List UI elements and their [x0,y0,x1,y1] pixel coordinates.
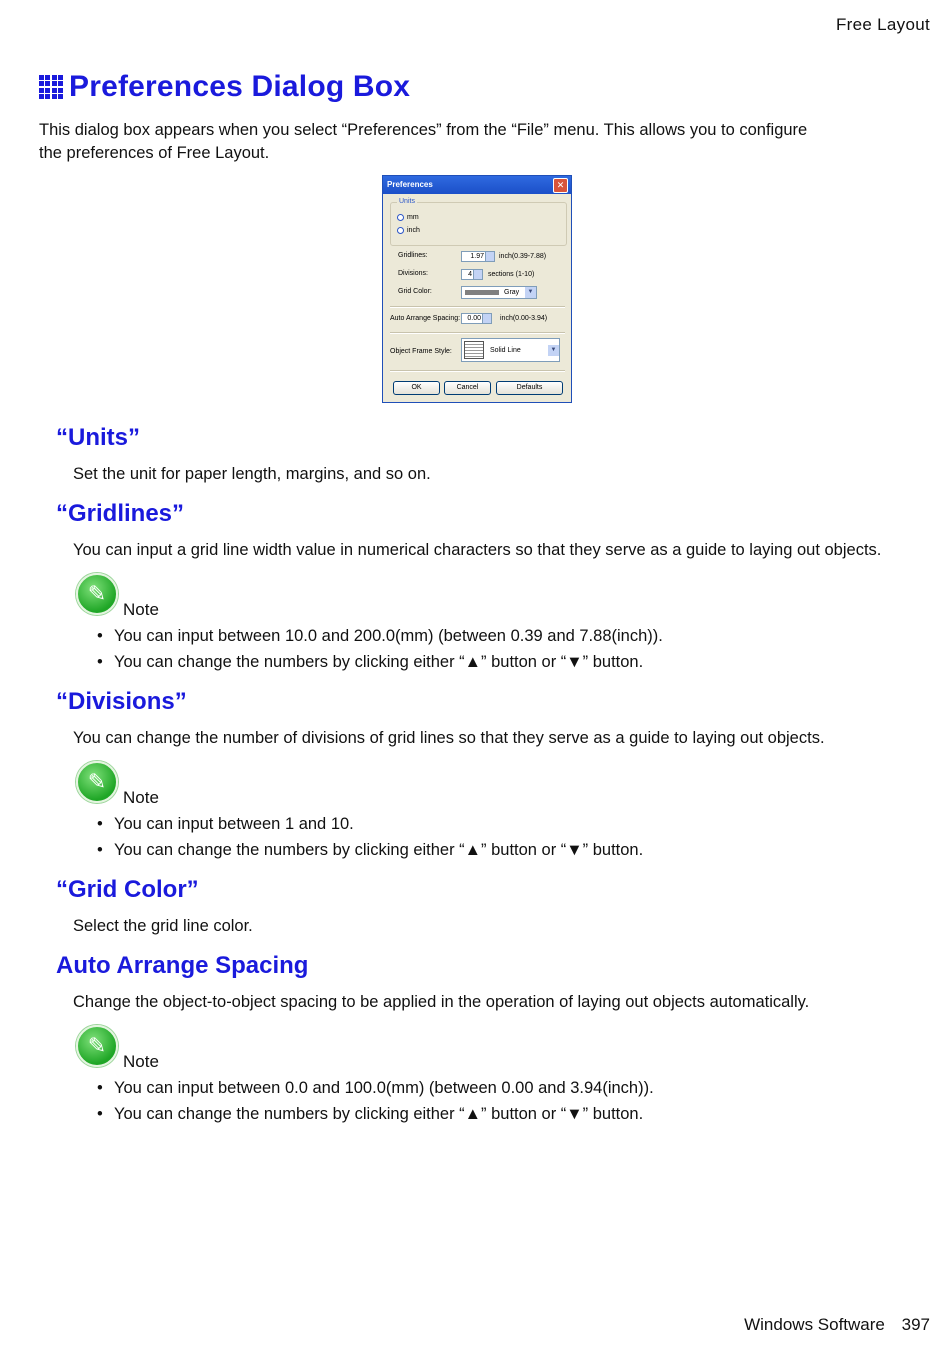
spacing-label: Auto Arrange Spacing: [390,315,461,322]
page-title-row [39,70,410,104]
gridcolor-combo [461,286,537,299]
units-text: Set the unit for paper length, margins, and so on. [73,465,431,483]
divisions-heading: “Divisions” [56,688,187,715]
list-item: • You can change the numbers by clicking either “▲” button or “▼” button. [114,649,663,675]
divisions-note-list [114,811,643,863]
list-item: • You can change the numbers by clicking either “▲” button or “▼” button. [114,837,643,863]
defaults-button: Defaults [496,381,563,395]
divider [390,370,565,372]
gridlines-heading: “Gridlines” [56,500,185,527]
close-icon: ✕ [553,178,568,193]
chevron-down-icon: ▼ [548,345,559,356]
note-label: Note [123,600,159,619]
frame-style-label: Object Frame Style: [390,348,452,355]
list-item: • You can input between 0.0 and 100.0(mm) (between 0.00 and 3.94(inch)). [114,1075,654,1101]
preferences-dialog-screenshot [382,175,572,403]
grid-color-heading: “Grid Color” [56,876,199,903]
gridcolor-value: Gray [504,289,520,296]
divisions-text: You can change the number of divisions of grid lines so that they serve as a guide to laying out objects. [73,729,825,747]
page-number: 397 [901,1315,930,1334]
note-pencil-icon: ✎ [76,573,118,615]
gridlines-range: inch(0.39-7.88) [499,253,547,260]
gray-swatch [465,290,499,295]
radio-inch-label: inch [407,227,420,234]
auto-arrange-heading: Auto Arrange Spacing [56,952,309,979]
list-item: • You can input between 10.0 and 200.0(mm) (between 0.39 and 7.88(inch)). [114,623,663,649]
gridlines-text: You can input a grid line width value in numerical characters so that they serve as a guide to laying out objects. [73,541,882,559]
gridlines-label: Gridlines: [398,252,428,259]
line-style-icon [464,341,484,359]
dialog-title: Preferences [387,180,433,189]
auto-arrange-note-list [114,1075,654,1127]
divisions-label: Divisions: [398,270,428,277]
intro-line-2: the preferences of Free Layout. [39,144,270,162]
page-title: Preferences Dialog Box [69,70,411,103]
gridlines-spinner: 1.97 [461,251,495,262]
auto-arrange-text: Change the object-to-object spacing to be applied in the operation of laying out objects automatically. [73,993,810,1011]
note-label: Note [123,1052,159,1071]
note-label: Note [123,788,159,807]
ok-button: OK [393,381,440,395]
divisions-spinner: 4 [461,269,483,280]
radio-circle-icon [397,227,404,234]
divider [390,306,565,308]
gridlines-note-list [114,623,663,675]
gridcolor-label: Grid Color: [398,288,432,295]
units-group-label: Units [399,198,415,205]
list-item: • You can input between 1 and 10. [114,811,643,837]
frame-style-combo [461,338,560,362]
divisions-range: sections (1-10) [488,271,535,278]
spacing-spinner: 0.00 [461,313,492,324]
note-pencil-icon: ✎ [76,761,118,803]
radio-circle-icon [397,214,404,221]
cancel-button: Cancel [444,381,491,395]
radio-mm [397,214,419,221]
list-item: • You can change the numbers by clicking either “▲” button or “▼” button. [114,1101,654,1127]
units-group [390,198,567,246]
intro-line-1: This dialog box appears when you select “Preferences” from the “File” menu. This allows you to configure [39,121,808,139]
units-heading: “Units” [56,424,140,451]
dialog-titlebar [383,176,571,194]
divider [390,332,565,334]
grid-color-text: Select the grid line color. [73,917,253,935]
running-header-title: Free Layout [835,15,930,34]
chevron-down-icon: ▼ [525,287,536,298]
section-grid-icon [39,75,63,99]
intro-paragraph [39,119,859,165]
frame-style-value: Solid Line [490,347,521,354]
footer-section: Windows Software [744,1315,885,1334]
radio-inch [397,227,420,234]
note-pencil-icon: ✎ [76,1025,118,1067]
page-footer [744,1315,930,1335]
spacing-range: inch(0.00-3.94) [500,315,548,322]
radio-mm-label: mm [407,214,419,221]
running-header [836,15,930,35]
